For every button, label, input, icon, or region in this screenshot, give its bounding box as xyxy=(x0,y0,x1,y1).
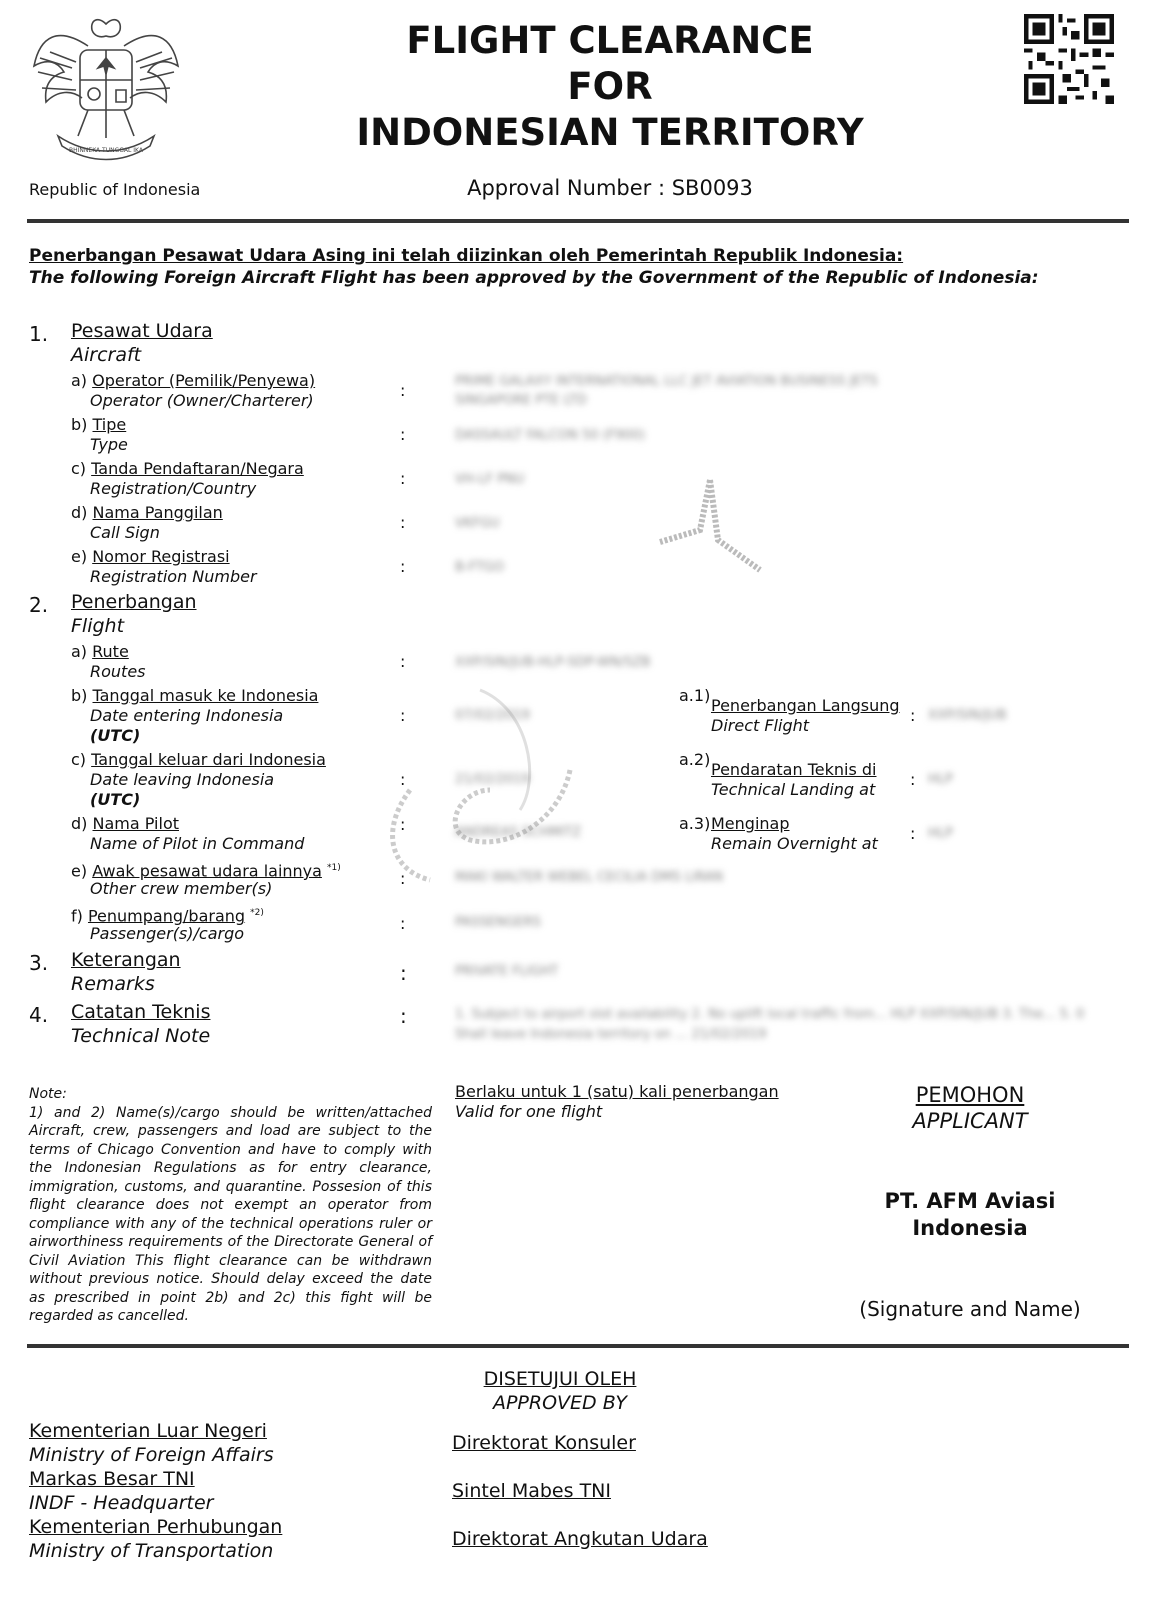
section2-item-b: b) Tanggal masuk ke Indonesia xyxy=(71,686,319,705)
type-value: DASSAULT FALCON 50 (F900) xyxy=(455,428,646,443)
colon: : xyxy=(910,706,916,725)
section1-item-a: a) Operator (Pemilik/Penyewa) xyxy=(71,371,316,390)
utc-label: (UTC) xyxy=(90,790,141,809)
directorate-consular: Direktorat Konsuler xyxy=(452,1432,636,1454)
section2-item-a: a) Rute xyxy=(71,642,129,661)
intro-indonesian: Penerbangan Pesawat Udara Asing ini telah diizinkan oleh Pemerintah Republik Indonesia: xyxy=(29,246,904,266)
section1-item-c-en: Registration/Country xyxy=(90,479,257,498)
colon: : xyxy=(400,513,406,532)
operator-value: PRIME GALAXY INTERNATIONAL LLC JET AVIATION BUSINESS JETS xyxy=(455,374,878,389)
qr-code-icon xyxy=(1024,14,1114,104)
section1-item-e-en: Registration Number xyxy=(90,567,257,586)
applicant-company: PT. AFM Aviasi Indonesia xyxy=(884,1189,1056,1240)
header-divider xyxy=(27,219,1129,223)
technical-note-value: 1. Subject to airport slot availability 2. No uplift local traffic from... HLP XXP/SIN/JUB 3. The... 5. 0 Shall leave Indonesia territory on ... 21/02/2019 xyxy=(455,1007,1085,1042)
technical-landing-label: Pendaratan Teknis di xyxy=(711,760,877,779)
operator-value-2: SINGAPORE PTE LTD xyxy=(455,393,587,408)
colon: : xyxy=(400,1004,407,1028)
svg-text:BHINNEKA TUNGGAL IKA: BHINNEKA TUNGGAL IKA xyxy=(69,147,143,154)
section2-heading: Penerbangan Flight xyxy=(71,591,197,637)
remarks-value: PRIVATE FLIGHT xyxy=(455,964,559,979)
section1-item-c: c) Tanda Pendaftaran/Negara xyxy=(71,459,304,478)
section2-item-e: e) Awak pesawat udara lainnya $^{*1)}$ xyxy=(71,861,341,881)
section1-item-b: b) Tipe xyxy=(71,415,127,434)
section2-item-b-en: Date entering Indonesia xyxy=(90,706,284,725)
colon: : xyxy=(910,824,916,843)
section1-item-b-en: Type xyxy=(90,435,128,454)
section2-item-d-en: Name of Pilot in Command xyxy=(90,834,305,853)
faded-seal-icon xyxy=(370,580,590,890)
section2-item-f-en: Passenger(s)/cargo xyxy=(90,924,245,943)
ministry-tni: Markas Besar TNI xyxy=(29,1468,195,1490)
section4-number: 4. xyxy=(29,1003,49,1027)
section2-item-a-en: Routes xyxy=(90,662,146,681)
section1-item-e: e) Nomor Registrasi xyxy=(71,547,230,566)
colon: : xyxy=(400,914,406,933)
technical-landing-value: HLP xyxy=(928,772,953,787)
colon: : xyxy=(910,770,916,789)
section1-item-d: d) Nama Panggilan xyxy=(71,503,223,522)
call-sign-value: VKFGU xyxy=(455,516,500,531)
section3-number: 3. xyxy=(29,951,49,975)
right-item-a1-letter: a.1) xyxy=(679,686,711,705)
colon: : xyxy=(400,469,406,488)
directorate-air-transport: Direktorat Angkutan Udara xyxy=(452,1528,708,1550)
registration-number-value: B-FTGO xyxy=(455,560,505,575)
date-leaving-value: 21/02/2019 xyxy=(455,772,530,787)
section2-number: 2. xyxy=(29,593,49,617)
right-item-a3-letter: a.3) xyxy=(679,814,711,833)
direct-flight-value: XXP/SIN/JUB xyxy=(928,708,1007,723)
intro-english: The following Foreign Aircraft Flight has been approved by the Government of the Republic of Indonesia: xyxy=(29,268,1039,288)
colon: : xyxy=(400,381,406,400)
colon: : xyxy=(400,770,406,789)
ministry-foreign-affairs: Kementerian Luar Negeri xyxy=(29,1420,267,1442)
pilot-value: ANDREAS SCHMITZ xyxy=(455,825,582,840)
crew-value: MAKI WALTER WEBEL CECILIA DMS LIRAN xyxy=(455,870,724,885)
date-entering-value: 07/02/2019 xyxy=(455,708,530,723)
section2-item-e-en: Other crew member(s) xyxy=(90,879,273,898)
footer-divider xyxy=(27,1344,1129,1348)
overnight-value: HLP xyxy=(928,826,953,841)
approved-by: DISETUJUI OLEH APPROVED BY xyxy=(483,1368,637,1414)
direct-flight-label: Penerbangan Langsung xyxy=(711,696,900,715)
section2-item-c-en: Date leaving Indonesia xyxy=(90,770,275,789)
country-label: Republic of Indonesia xyxy=(29,180,201,199)
faded-stamp-icon xyxy=(640,470,780,590)
colon: : xyxy=(400,815,406,834)
right-item-a2-letter: a.2) xyxy=(679,750,711,769)
sintel-mabes-tni: Sintel Mabes TNI xyxy=(452,1480,611,1502)
garuda-emblem-icon xyxy=(28,6,184,170)
colon: : xyxy=(400,557,406,576)
colon: : xyxy=(400,961,407,985)
applicant-block: PEMOHON APPLICANT xyxy=(912,1083,1028,1133)
registration-country-value: VH-LF PNU xyxy=(455,472,525,487)
validity: Berlaku untuk 1 (satu) kali penerbangan Valid for one flight xyxy=(455,1082,779,1121)
colon: : xyxy=(400,425,406,444)
routes-value: XXP/SIN/JUB-HLP-SDP-WN/SZB xyxy=(455,655,651,670)
ministry-list: Kementerian Luar Negeri Ministry of Foreign Affairs Markas Besar TNI INDF - Headquarter Kementerian Perhubungan Ministry of Transportation xyxy=(29,1420,283,1562)
colon: : xyxy=(400,869,406,888)
ministry-transportation: Kementerian Perhubungan xyxy=(29,1516,283,1538)
footnote: Note: 1) and 2) Name(s)/cargo should be written/attached Aircraft, crew, passengers and load are subject to the terms of Chicago Convention and have to comply with the Indonesian Regulations as for entry clearance, immigration, customs, and quarantine. Possesion of this flight clearance does not exempt an operator from compliance with any of the technical operations ruler or airworthiness requirements of the Directorate General of Civil Aviation This flight clearance can be withdrawn without previous notice. Should delay exceed the date as prescribed in point 2b) and 2c) this fight will be regarded as cancelled. xyxy=(29,1086,432,1324)
section1-heading: Pesawat Udara Aircraft xyxy=(71,320,213,366)
section2-item-d: d) Nama Pilot xyxy=(71,814,179,833)
section4-heading: Catatan Teknis Technical Note xyxy=(71,1001,211,1047)
document-title: FLIGHT CLEARANCE FOR INDONESIAN TERRITORY xyxy=(356,19,864,154)
approval-number: Approval Number : SB0093 xyxy=(467,176,753,200)
overnight-en: Remain Overnight at xyxy=(711,834,878,853)
direct-flight-en: Direct Flight xyxy=(711,716,810,735)
section1-number: 1. xyxy=(29,322,49,346)
colon: : xyxy=(400,706,406,725)
signature-label: (Signature and Name) xyxy=(859,1297,1081,1321)
technical-landing-en: Technical Landing at xyxy=(711,780,876,799)
section1-item-d-en: Call Sign xyxy=(90,523,160,542)
section2-item-f: f) Penumpang/barang $^{*2)}$ xyxy=(71,906,264,926)
section3-heading: Keterangan Remarks xyxy=(71,949,181,995)
section2-item-c: c) Tanggal keluar dari Indonesia xyxy=(71,750,326,769)
passengers-value: PASSENGERS xyxy=(455,915,541,930)
section1-item-a-en: Operator (Owner/Charterer) xyxy=(90,391,314,410)
utc-label: (UTC) xyxy=(90,726,141,745)
colon: : xyxy=(400,652,406,671)
overnight-label: Menginap xyxy=(711,814,790,833)
